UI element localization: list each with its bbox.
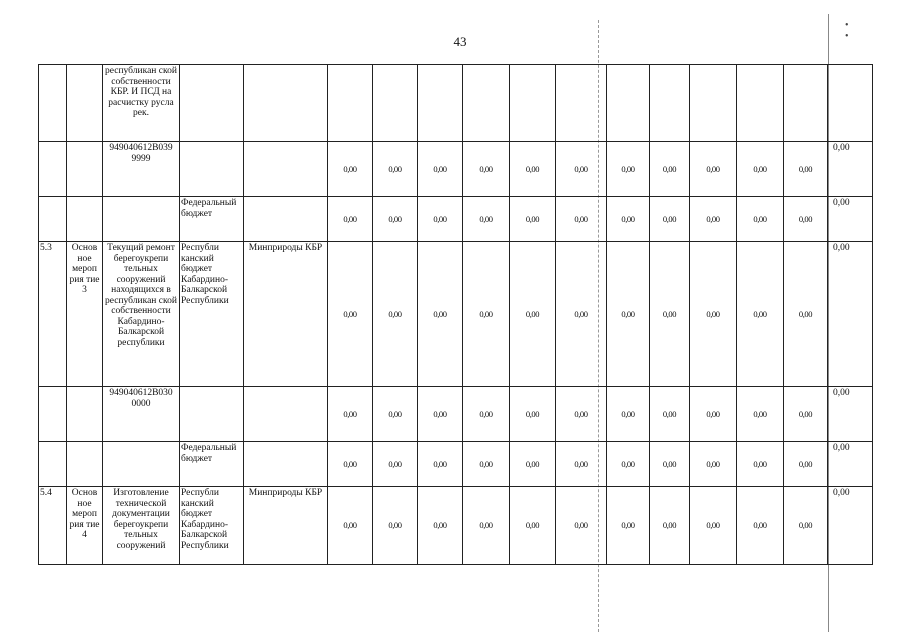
value-cell: [556, 65, 607, 142]
value-cell: 0,00: [463, 242, 510, 387]
value-cell: [784, 65, 828, 142]
value-cell: 0,00: [607, 242, 650, 387]
funding-source-cell: [180, 65, 244, 142]
value-cell: 0,00: [328, 197, 373, 242]
budget-table: [38, 64, 873, 565]
activity-name-cell: Текущий ремонт берегоукрепи тельных сооружений находящихся в республикан ской собственности Кабардино-Балкарской республики: [103, 242, 180, 387]
activity-type-cell: Основ ное мероп рия тие 4: [67, 487, 103, 565]
value-cell: [510, 65, 556, 142]
value-cell: 0,00: [463, 387, 510, 442]
value-cell: 0,00: [328, 387, 373, 442]
total-value-cell: 0,00: [828, 197, 873, 242]
value-cell: 0,00: [650, 242, 690, 387]
executor-cell: [244, 142, 328, 197]
value-cell: 0,00: [463, 442, 510, 487]
value-cell: 0,00: [784, 242, 828, 387]
funding-source-cell: [180, 142, 244, 197]
value-cell: 0,00: [373, 442, 418, 487]
activity-type-cell: [67, 65, 103, 142]
value-cell: 0,00: [690, 242, 737, 387]
value-cell: 0,00: [690, 197, 737, 242]
value-cell: 0,00: [650, 197, 690, 242]
value-cell: [328, 65, 373, 142]
value-cell: 0,00: [607, 142, 650, 197]
value-cell: [418, 65, 463, 142]
activity-name-cell: 949040612B030 0000: [103, 387, 180, 442]
value-cell: 0,00: [607, 197, 650, 242]
value-cell: 0,00: [784, 487, 828, 565]
activity-name-cell: республикан ской собственности КБР. И ПСД на расчистку русла рек.: [103, 65, 180, 142]
value-cell: 0,00: [463, 142, 510, 197]
value-cell: 0,00: [373, 387, 418, 442]
table-row: [39, 442, 873, 487]
total-value-cell: [828, 65, 873, 142]
value-cell: 0,00: [556, 142, 607, 197]
value-cell: 0,00: [328, 242, 373, 387]
value-cell: 0,00: [784, 197, 828, 242]
value-cell: 0,00: [650, 442, 690, 487]
activity-type-cell: Основ ное мероп рия тие 3: [67, 242, 103, 387]
value-cell: 0,00: [510, 142, 556, 197]
value-cell: 0,00: [328, 142, 373, 197]
value-cell: 0,00: [418, 242, 463, 387]
funding-source-cell: [180, 387, 244, 442]
row-number-cell: 5.4: [39, 487, 67, 565]
value-cell: 0,00: [463, 197, 510, 242]
value-cell: 0,00: [607, 487, 650, 565]
funding-source-cell: Федеральный бюджет: [180, 197, 244, 242]
activity-name-cell: Изготовление технической документации берегоукрепи тельных сооружений: [103, 487, 180, 565]
row-number-cell: [39, 65, 67, 142]
value-cell: 0,00: [737, 242, 784, 387]
value-cell: [650, 65, 690, 142]
value-cell: 0,00: [737, 387, 784, 442]
value-cell: 0,00: [510, 487, 556, 565]
value-cell: 0,00: [556, 197, 607, 242]
value-cell: 0,00: [690, 442, 737, 487]
row-number-cell: [39, 387, 67, 442]
value-cell: 0,00: [328, 487, 373, 565]
executor-cell: [244, 65, 328, 142]
value-cell: 0,00: [373, 242, 418, 387]
value-cell: 0,00: [556, 442, 607, 487]
value-cell: 0,00: [373, 487, 418, 565]
value-cell: 0,00: [556, 242, 607, 387]
value-cell: 0,00: [373, 197, 418, 242]
table-row: [39, 487, 873, 565]
activity-name-cell: [103, 197, 180, 242]
activity-name-cell: [103, 442, 180, 487]
value-cell: [373, 65, 418, 142]
value-cell: [737, 65, 784, 142]
activity-type-cell: [67, 442, 103, 487]
value-cell: 0,00: [690, 487, 737, 565]
total-value-cell: 0,00: [828, 442, 873, 487]
activity-type-cell: [67, 387, 103, 442]
row-number-cell: 5.3: [39, 242, 67, 387]
funding-source-cell: Республи канский бюджет Кабардино-Балкарской Республики: [180, 242, 244, 387]
corner-marks: • •: [845, 20, 879, 42]
row-number-cell: [39, 197, 67, 242]
page-number: 43: [453, 34, 467, 49]
value-cell: 0,00: [607, 387, 650, 442]
value-cell: 0,00: [373, 142, 418, 197]
value-cell: 0,00: [556, 387, 607, 442]
table-row: [39, 142, 873, 197]
value-cell: 0,00: [418, 442, 463, 487]
value-cell: 0,00: [650, 487, 690, 565]
activity-type-cell: [67, 142, 103, 197]
value-cell: 0,00: [784, 442, 828, 487]
value-cell: 0,00: [510, 387, 556, 442]
activity-type-cell: [67, 197, 103, 242]
value-cell: 0,00: [607, 442, 650, 487]
value-cell: 0,00: [650, 142, 690, 197]
value-cell: [607, 65, 650, 142]
total-value-cell: 0,00: [828, 142, 873, 197]
value-cell: [690, 65, 737, 142]
table-row: [39, 387, 873, 442]
value-cell: [463, 65, 510, 142]
value-cell: 0,00: [510, 197, 556, 242]
executor-cell: [244, 442, 328, 487]
executor-cell: Минприроды КБР: [244, 242, 328, 387]
value-cell: 0,00: [418, 142, 463, 197]
table-row: [39, 65, 873, 142]
total-value-cell: 0,00: [828, 487, 873, 565]
value-cell: 0,00: [328, 442, 373, 487]
value-cell: 0,00: [737, 142, 784, 197]
total-value-cell: 0,00: [828, 387, 873, 442]
executor-cell: Минприроды КБР: [244, 487, 328, 565]
table-row: [39, 242, 873, 387]
value-cell: 0,00: [463, 487, 510, 565]
row-number-cell: [39, 142, 67, 197]
value-cell: 0,00: [784, 142, 828, 197]
value-cell: 0,00: [510, 242, 556, 387]
value-cell: 0,00: [418, 387, 463, 442]
value-cell: 0,00: [418, 487, 463, 565]
value-cell: 0,00: [418, 197, 463, 242]
value-cell: 0,00: [690, 142, 737, 197]
row-number-cell: [39, 442, 67, 487]
value-cell: 0,00: [737, 487, 784, 565]
value-cell: 0,00: [690, 387, 737, 442]
total-value-cell: 0,00: [828, 242, 873, 387]
executor-cell: [244, 387, 328, 442]
value-cell: 0,00: [650, 387, 690, 442]
funding-source-cell: Республи канский бюджет Кабардино-Балкарской Республики: [180, 487, 244, 565]
value-cell: 0,00: [737, 197, 784, 242]
table-row: [39, 197, 873, 242]
value-cell: 0,00: [556, 487, 607, 565]
funding-source-cell: Федеральный бюджет: [180, 442, 244, 487]
value-cell: 0,00: [784, 387, 828, 442]
value-cell: 0,00: [510, 442, 556, 487]
value-cell: 0,00: [737, 442, 784, 487]
activity-name-cell: 949040612B039 9999: [103, 142, 180, 197]
executor-cell: [244, 197, 328, 242]
